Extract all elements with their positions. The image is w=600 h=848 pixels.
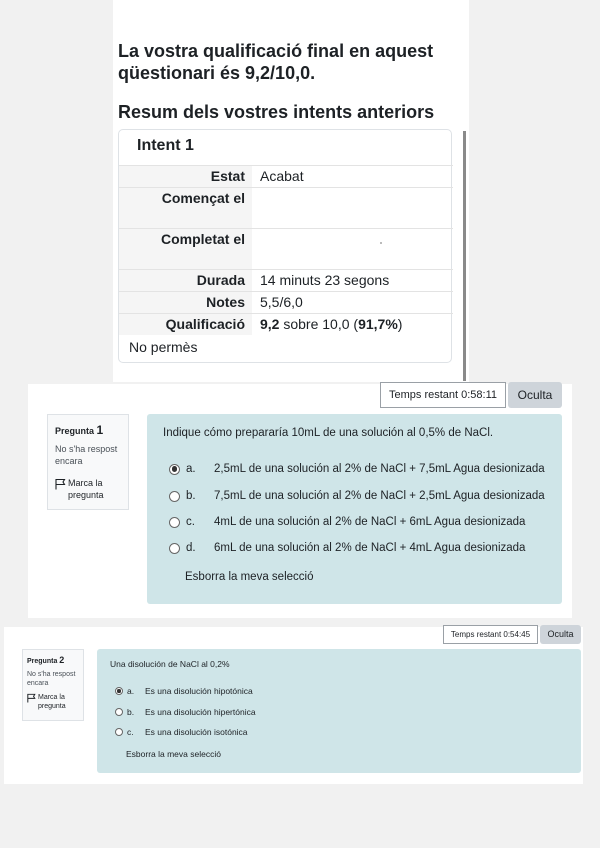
marks-label: Notes [119,292,252,314]
option-text: 6mL de una solución al 2% de NaCl + 4mL Agua desionizada [214,542,526,554]
option-letter: b. [127,707,135,717]
attempts-summary-title: Resum dels vostres intents anteriors [118,102,435,122]
answer-option-b[interactable] [169,490,545,502]
table-row [119,166,453,188]
table-row [119,292,453,314]
question-text: Una disolución de NaCl al 0,2% [110,659,230,669]
grade-value: 9,2 sobre 10,0 (91,7%) [252,314,453,336]
completed-label: Completat el [119,229,252,270]
started-value [252,188,453,229]
started-label: Començat el [119,188,252,229]
option-text: 2,5mL de una solución al 2% de NaCl + 7,5mL Agua desionizada [214,463,545,475]
answer-option-a[interactable] [169,463,545,475]
radio-button[interactable] [115,687,123,695]
question-text: Indique cómo prepararía 10mL de una solución al 0,5% de NaCl. [163,427,494,439]
option-text: Es una disolución hipertónica [145,707,256,717]
scrollbar[interactable] [463,131,466,381]
review-not-allowed: No permès [129,339,198,355]
answer-option-b[interactable] [115,707,256,717]
marks-value: 5,5/6,0 [252,292,453,314]
radio-button[interactable] [169,543,180,554]
flag-question-link[interactable]: Marca la pregunta [55,477,128,501]
option-letter: b. [186,490,196,502]
flag-icon [55,478,66,490]
question-info [22,649,84,721]
radio-button[interactable] [115,708,123,716]
answer-option-c[interactable] [169,516,525,528]
option-letter: d. [186,542,196,554]
option-text: 4mL de una solución al 2% de NaCl + 6mL Agua desionizada [214,516,526,528]
option-letter: c. [186,516,195,528]
question-info [47,414,129,510]
answer-option-a[interactable] [115,686,253,696]
flag-question-link[interactable]: Marca la pregunta [27,693,83,711]
option-letter: c. [127,727,134,737]
question-content [147,414,562,604]
question-state: No s'ha respost encara [55,444,118,466]
radio-button[interactable] [169,491,180,502]
attempt-title: Intent 1 [137,137,194,154]
table-row [119,270,453,292]
hide-timer-button[interactable]: Oculta [540,625,581,644]
clear-selection-link[interactable]: Esborra la meva selecció [185,571,314,583]
flag-icon [27,693,36,703]
answer-option-c[interactable] [115,727,248,737]
table-row [119,314,453,336]
option-text: 7,5mL de una solución al 2% de NaCl + 2,5mL Agua desionizada [214,490,545,502]
hide-timer-button[interactable]: Oculta [508,382,562,408]
option-letter: a. [186,463,196,475]
final-grade-heading: La vostra qualificació final en aquest qüestionari és 9,2/10,0. [118,41,434,83]
duration-value: 14 minuts 23 segons [252,270,453,292]
timer-display: Temps restant 0:54:45 [443,625,538,644]
question-state: No s'ha respost encara [27,671,76,687]
option-letter: a. [127,686,135,696]
radio-button[interactable] [169,464,180,475]
option-text: Es una disolución hipotónica [145,686,253,696]
question-number: Pregunta 1 [55,423,104,437]
table-row [119,229,453,270]
radio-button[interactable] [115,728,123,736]
state-value: Acabat [252,166,453,188]
radio-button[interactable] [169,517,180,528]
clear-selection-link[interactable]: Esborra la meva selecció [126,749,221,759]
duration-label: Durada [119,270,252,292]
question-number: Pregunta 2 [27,655,65,665]
state-label: Estat [119,166,252,188]
question-content [97,649,581,773]
timer-display: Temps restant 0:58:11 [380,382,506,408]
attempt-card [118,129,452,363]
completed-value [252,229,453,270]
grade-label: Qualificació [119,314,252,336]
attempt-table [119,165,453,335]
answer-option-d[interactable] [169,542,525,554]
table-row [119,188,453,229]
option-text: Es una disolución isotónica [145,727,248,737]
